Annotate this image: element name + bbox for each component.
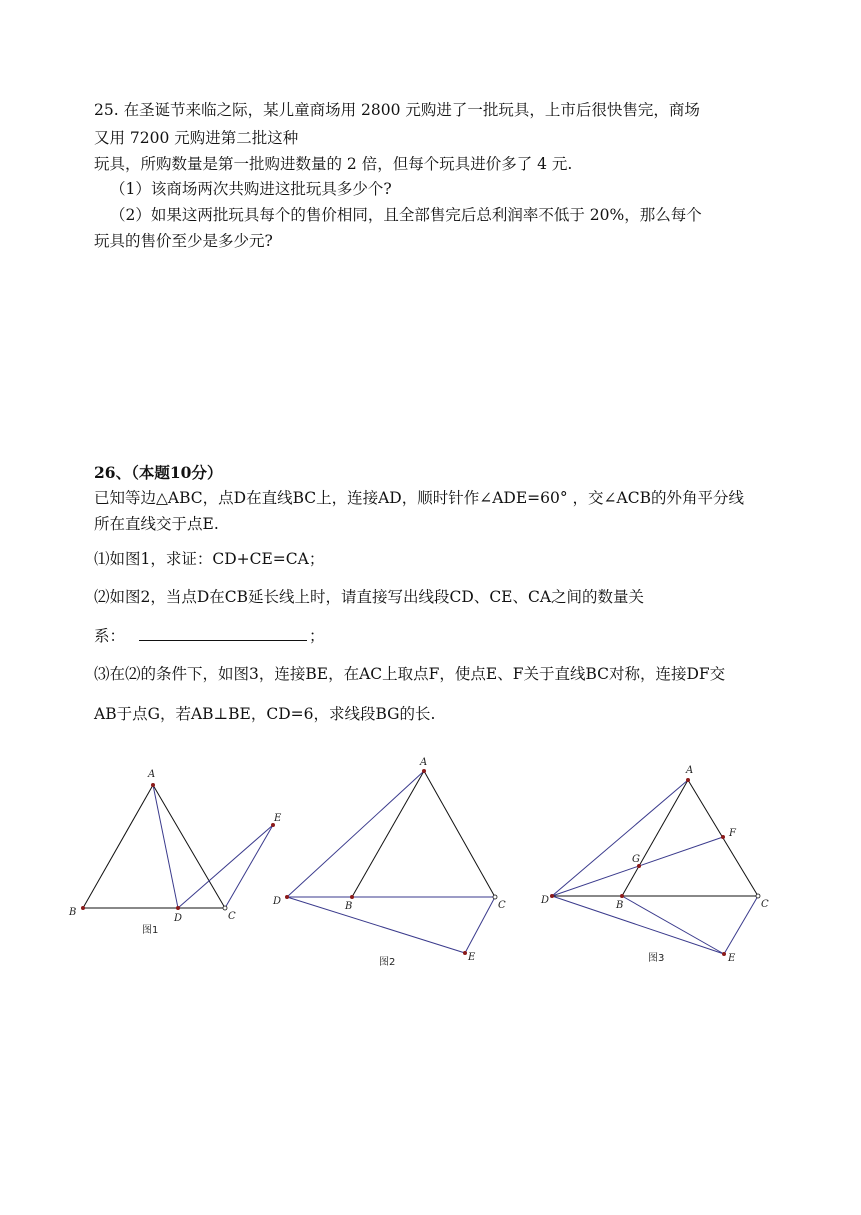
fig3-label-a: A bbox=[686, 765, 694, 776]
fig2-segment-de bbox=[287, 897, 465, 953]
fig1-label-d: D bbox=[174, 913, 183, 924]
fig1-label-a: A bbox=[148, 769, 156, 780]
fig3-label-b: B bbox=[616, 900, 624, 911]
q25-line-2: 又用 7200 元购进第二批这种 bbox=[94, 129, 299, 147]
fig2-point-c bbox=[493, 895, 497, 899]
fig2-label-e: E bbox=[468, 952, 476, 963]
fig2-segment-da bbox=[287, 771, 424, 897]
fig1-segment-ce bbox=[225, 825, 273, 908]
fig3-point-f bbox=[721, 835, 725, 839]
fig2-point-e bbox=[463, 951, 467, 955]
fig1-point-a bbox=[151, 783, 155, 787]
fig1-segment-de bbox=[178, 825, 273, 908]
q26-part-2: ⑵如图2，当点D在CB延长线上时，请直接写出线段CD、CE、CA之间的数量关 bbox=[94, 588, 645, 606]
q25-line-6: 玩具的售价至少是多少元? bbox=[94, 232, 273, 250]
fig3-label-c: C bbox=[761, 899, 769, 910]
fig3-segment-da bbox=[552, 780, 688, 896]
fig2-point-b bbox=[350, 895, 354, 899]
figure-3 bbox=[540, 765, 769, 964]
fig2-segment-ce bbox=[465, 897, 495, 953]
figure-1 bbox=[68, 769, 282, 936]
fig3-segment-ce bbox=[724, 896, 758, 954]
fig1-segment-ad bbox=[153, 785, 178, 908]
q25-part-2: （2）如果这两批玩具每个的售价相同，且全部售完后总利润率不低于 20%，那么每个 bbox=[110, 206, 702, 224]
q26-part-3: ⑶在⑵的条件下，如图3，连接BE，在AC上取点F，使点E、F关于直线BC对称，连接DF交 bbox=[94, 665, 726, 683]
q25-part-1: （1）该商场两次共购进这批玩具多少个? bbox=[110, 180, 392, 198]
fig2-point-a bbox=[422, 769, 426, 773]
fig3-label-e: E bbox=[728, 953, 736, 964]
answer-suffix: ； bbox=[309, 627, 325, 645]
q26-line-2: 所在直线交于点E. bbox=[94, 515, 219, 533]
answer-prefix: 系： bbox=[94, 627, 126, 645]
fig2-point-d bbox=[285, 895, 289, 899]
fig3-point-b bbox=[620, 894, 624, 898]
fig1-label-c: C bbox=[228, 911, 236, 922]
fig2-segment-ab bbox=[352, 771, 424, 897]
fig3-label-f: F bbox=[729, 828, 736, 839]
q26-part-1: ⑴如图1，求证：CD+CE=CA； bbox=[94, 550, 325, 568]
fig3-point-c bbox=[756, 894, 760, 898]
fig2-caption: 图2 bbox=[379, 957, 396, 968]
fig3-label-g: G bbox=[632, 854, 640, 865]
fig1-point-c bbox=[223, 906, 227, 910]
fig1-point-b bbox=[81, 906, 85, 910]
fig3-segment-ab bbox=[622, 780, 688, 896]
fig2-label-c: C bbox=[498, 900, 506, 911]
fig3-point-a bbox=[686, 778, 690, 782]
q26-line-7: AB于点G，若AB⊥BE，CD=6，求线段BG的长. bbox=[94, 705, 436, 723]
figure-2 bbox=[272, 757, 506, 968]
q26-heading: 26、（本题10分） bbox=[94, 463, 223, 482]
q25-line-3: 玩具，所购数量是第一批购进数量的 2 倍，但每个玩具进价多了 4 元. bbox=[94, 155, 573, 173]
fig2-label-b: B bbox=[345, 901, 353, 912]
fig2-segment-ac bbox=[424, 771, 495, 897]
fig2-label-d: D bbox=[273, 896, 282, 907]
fig3-label-d: D bbox=[541, 895, 550, 906]
fig1-point-d bbox=[176, 906, 180, 910]
q26-line-1: 已知等边△ABC，点D在直线BC上，连接AD，顺时针作∠ADE=60° ，交∠ACB的外角平分线 bbox=[94, 489, 744, 507]
fig3-point-d bbox=[550, 894, 554, 898]
fig1-label-e: E bbox=[274, 813, 282, 824]
fig1-label-b: B bbox=[69, 907, 77, 918]
fig3-caption: 图3 bbox=[648, 953, 665, 964]
fig2-label-a: A bbox=[420, 757, 428, 768]
fig1-segment-ac bbox=[153, 785, 225, 908]
q25-line-1: 25. 在圣诞节来临之际，某儿童商场用 2800 元购进了一批玩具，上市后很快售完，商场 bbox=[94, 101, 700, 119]
fig3-point-e bbox=[722, 952, 726, 956]
fig1-caption: 图1 bbox=[142, 925, 159, 936]
fig1-segment-ab bbox=[83, 785, 153, 908]
